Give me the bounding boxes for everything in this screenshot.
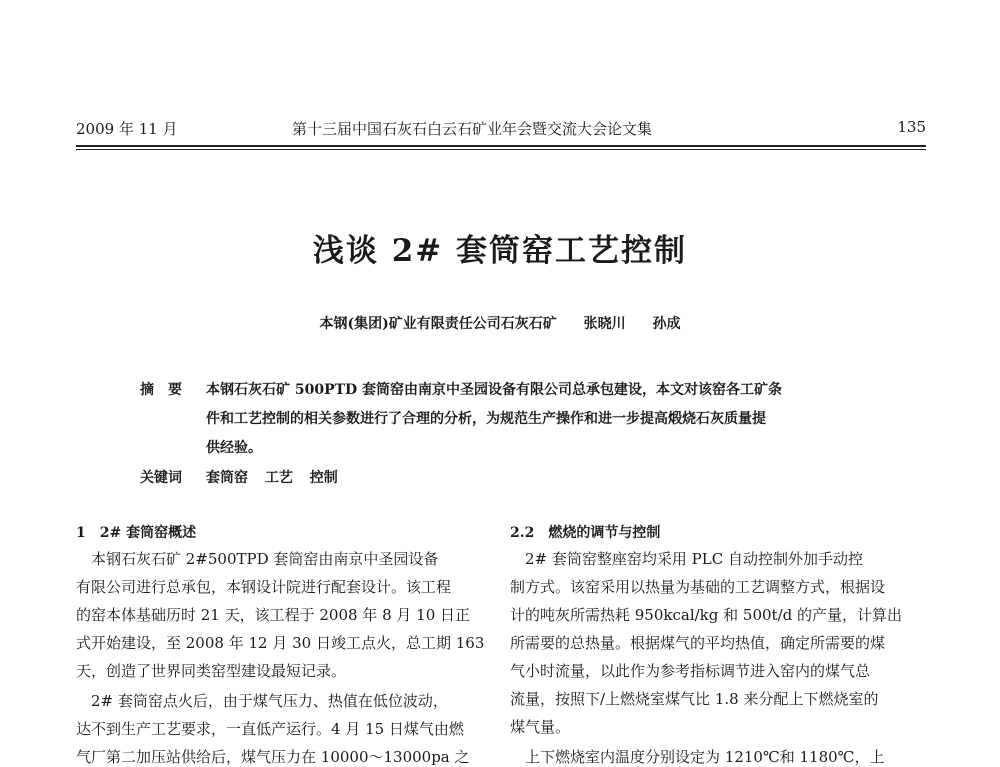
- body-line: 所需要的总热量。根据煤气的平均热值，确定所需要的煤: [510, 634, 886, 652]
- page-number: 135: [897, 118, 926, 136]
- body-line: 气厂第二加压站供给后，煤气压力在 10000～13000pa 之: [76, 748, 470, 766]
- abstract-label: 摘 要: [140, 382, 182, 398]
- section-heading-right: 2.2 燃烧的调节与控制: [510, 525, 661, 541]
- author-line: [0, 313, 1000, 333]
- header-date: 2009 年 11 月: [76, 120, 178, 138]
- header-rule-thick: [76, 145, 926, 147]
- header-journal: 第十三届中国石灰石白云石矿业年会暨交流大会论文集: [292, 120, 653, 138]
- body-line: 2# 套筒窑点火后，由于煤气压力、热值在低位波动，: [76, 692, 448, 710]
- body-line: 天，创造了世界同类窑型建设最短记录。: [76, 662, 347, 680]
- body-line: 的窑本体基础历时 21 天，该工程于 2008 年 8 月 10 日正: [76, 606, 471, 624]
- body-line: 式开始建设，至 2008 年 12 月 30 日竣工点火，总工期 163: [76, 634, 485, 652]
- author-name: 孙成: [652, 316, 681, 332]
- header-rule-thin: [76, 149, 926, 150]
- body-line: 本钢石灰石矿 2#500TPD 套筒窑由南京中圣园设备: [76, 550, 439, 568]
- paper-title: 浅谈 2# 套筒窑工艺控制: [312, 233, 688, 269]
- body-line: 流量，按照下/上燃烧室煤气比 1.8 来分配上下燃烧室的: [510, 690, 879, 708]
- body-line: 计的吨灰所需热耗 950kcal/kg 和 500t/d 的产量，计算出: [510, 606, 902, 624]
- body-line: 2# 套筒窑整座窑均采用 PLC 自动控制外加手动控: [510, 550, 863, 568]
- section-heading-left: 1 2# 套筒窑概述: [76, 525, 197, 541]
- abstract-line: 供经验。: [206, 440, 262, 456]
- body-line: 制方式。该窑采用以热量为基础的工艺调整方式，根据设: [510, 578, 886, 596]
- body-line: 煤气量。: [510, 718, 571, 736]
- keywords-label: 关键词: [140, 470, 182, 486]
- running-header: [76, 118, 926, 144]
- abstract-line: 本钢石灰石矿 500PTD 套筒窑由南京中圣园设备有限公司总承包建设，本文对该窑各工矿条: [206, 382, 783, 398]
- body-line: 达不到生产工艺要求，一直低产运行。4 月 15 日煤气由燃: [76, 720, 464, 738]
- affiliation: 本钢(集团)矿业有限责任公司石灰石矿: [319, 316, 557, 332]
- body-line: 气小时流量，以此作为参考指标调节进入窑内的煤气总: [510, 662, 871, 680]
- body-line: 上下燃烧室内温度分别设定为 1210℃和 1180℃，上: [510, 748, 885, 766]
- keywords-text: 套筒窑 工艺 控制: [206, 470, 338, 486]
- abstract-line: 件和工艺控制的相关参数进行了合理的分析，为规范生产操作和进一步提高煅烧石灰质量提: [206, 411, 766, 427]
- body-line: 有限公司进行总承包，本钢设计院进行配套设计。该工程: [76, 578, 452, 596]
- author-name: 张晓川: [583, 316, 626, 332]
